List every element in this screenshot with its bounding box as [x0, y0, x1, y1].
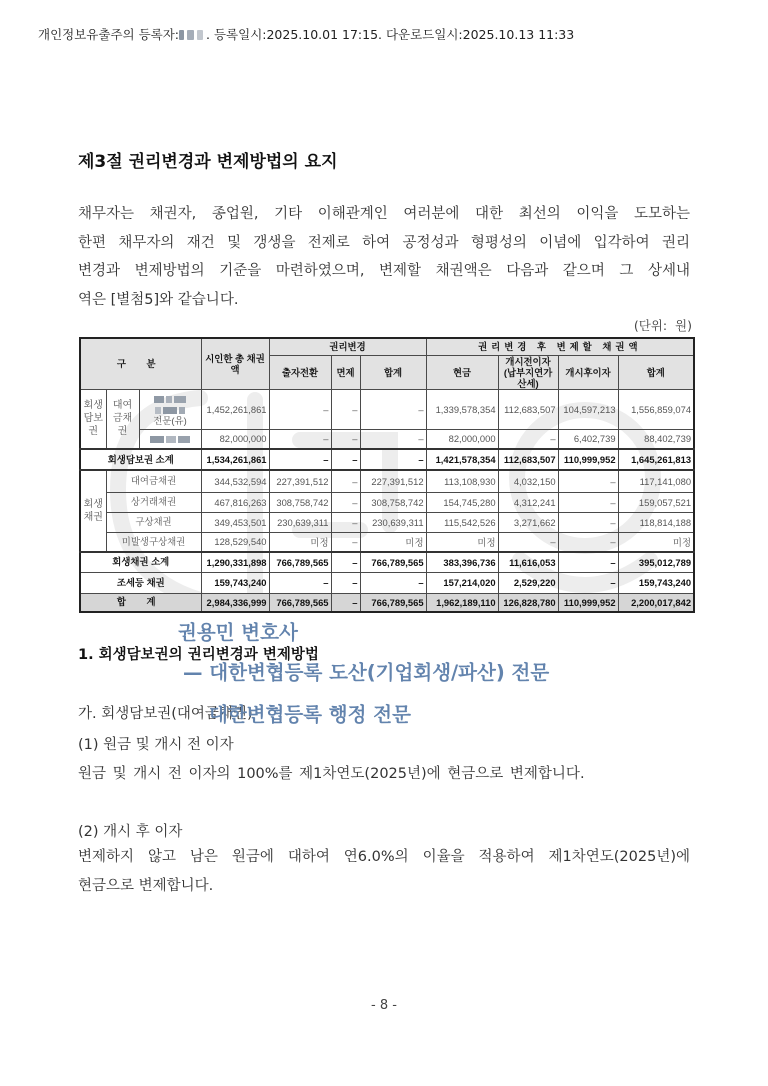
value-cell: – [360, 389, 426, 429]
redacted-creditor-name [142, 433, 199, 444]
value-cell: – [269, 389, 331, 429]
notice-prefix: 개인정보유출주의 등록자: [38, 27, 180, 42]
row-label: 상거래채권 [106, 492, 201, 512]
value-cell: – [558, 532, 618, 552]
value-cell: – [331, 492, 360, 512]
section-title: 제3절 권리변경과 변제방법의 요지 [78, 152, 338, 172]
table-row [80, 492, 694, 512]
header-pre-interest: 개시전이자 (납부지연가산세) [498, 355, 558, 389]
item-2-heading: (2) 개시 후 이자 [78, 824, 183, 840]
header-admitted-total: 시인한 총 채권액 [201, 338, 269, 389]
value-cell: 383,396,736 [426, 552, 498, 572]
header-row-1 [80, 338, 694, 355]
value-cell: 2,200,017,842 [618, 593, 694, 612]
value-cell: 미정 [269, 532, 331, 552]
value-cell: – [331, 593, 360, 612]
tax-claims-row [80, 572, 694, 593]
value-cell: – [558, 492, 618, 512]
redacted-registrant [179, 27, 206, 42]
value-cell: 1,452,261,861 [201, 389, 269, 429]
value-cell: 1,534,261,861 [201, 449, 269, 470]
intro-line: 역은 [별첨5]와 같습니다. [78, 291, 239, 308]
value-cell: 104,597,213 [558, 389, 618, 429]
intro-line: 채무자는 채권자, 종업원, 기타 이해관계인 여러분에 대한 최선의 이익을 도모하는 [78, 206, 690, 222]
value-cell: 230,639,311 [269, 512, 331, 532]
value-cell: 308,758,742 [269, 492, 331, 512]
item-2-line: 변제하지 않고 남은 원금에 대하여 연6.0%의 이율을 적용하여 제1차연도(2025년)에 [78, 849, 690, 865]
value-cell: – [269, 449, 331, 470]
value-cell: – [558, 572, 618, 593]
redacted-creditor-name [142, 404, 199, 415]
value-cell: 4,312,241 [498, 492, 558, 512]
value-cell: – [331, 389, 360, 429]
item-ga-heading: 가. 회생담보권(대여금채권) [78, 706, 253, 722]
value-cell: – [331, 449, 360, 470]
header-after-change: 권리변경 후 변제할 채권액 [426, 338, 694, 355]
header-category: 구 분 [80, 338, 201, 389]
debt-summary-table [79, 337, 695, 613]
value-cell: 1,962,189,110 [426, 593, 498, 612]
header-exemption: 면제 [331, 355, 360, 389]
secured-group-label: 회생담보권 [80, 389, 106, 449]
page-number: - 8 - [371, 998, 397, 1013]
value-cell: 118,814,188 [618, 512, 694, 532]
overlay-lawyer-name: 권용민 변호사 [178, 621, 298, 644]
header-equity-conversion: 출자전환 [269, 355, 331, 389]
value-cell: 157,214,020 [426, 572, 498, 593]
row-label: 구상채권 [106, 512, 201, 532]
overlay-specialty-1: — 대한변협등록 도산(기업회생/파산) 전문 [183, 661, 550, 684]
table-row [80, 512, 694, 532]
value-cell: 110,999,952 [558, 593, 618, 612]
table-row [80, 389, 694, 429]
overlay-specialty-2: 대한변협등록 행정 전문 [209, 703, 411, 726]
value-cell: 308,758,742 [360, 492, 426, 512]
item-1-text: 원금 및 개시 전 이자의 100%를 제1차연도(2025년)에 현금으로 변제합니다. [78, 766, 585, 782]
row-label: 미발생구상채권 [106, 532, 201, 552]
item-2-line: 현금으로 변제합니다. [78, 877, 214, 894]
header-principal-cash: 현금 [426, 355, 498, 389]
value-cell: – [360, 449, 426, 470]
value-cell: 159,743,240 [201, 572, 269, 593]
value-cell: 113,108,930 [426, 470, 498, 492]
value-cell: 82,000,000 [426, 429, 498, 449]
value-cell: 154,745,280 [426, 492, 498, 512]
value-cell: – [498, 532, 558, 552]
value-cell: 467,816,263 [201, 492, 269, 512]
value-cell: 766,789,565 [360, 593, 426, 612]
row-label: 회생담보권 소계 [80, 449, 201, 470]
value-cell: 110,999,952 [558, 449, 618, 470]
creditor-suffix: 전문(유) [153, 414, 187, 426]
value-cell: 344,532,594 [201, 470, 269, 492]
value-cell: 159,743,240 [618, 572, 694, 593]
table-row [80, 532, 694, 552]
table-row [80, 429, 694, 449]
value-cell: 미정 [360, 532, 426, 552]
value-cell: – [331, 552, 360, 572]
value-cell: – [331, 572, 360, 593]
item-2-text [78, 843, 690, 900]
value-cell: 미정 [426, 532, 498, 552]
value-cell: 82,000,000 [201, 429, 269, 449]
intro-line: 한편 채무자의 재건 및 갱생을 전제로 하여 공정성과 형평성의 이념에 입각하여 권리 [78, 234, 690, 251]
download-notice [38, 25, 574, 43]
unsecured-group-label: 회생채권 [80, 470, 106, 552]
secured-subtotal-row [80, 449, 694, 470]
value-cell: – [360, 572, 426, 593]
value-cell: 227,391,512 [360, 470, 426, 492]
value-cell: 1,421,578,354 [426, 449, 498, 470]
value-cell: 230,639,311 [360, 512, 426, 532]
value-cell: – [558, 552, 618, 572]
value-cell: 112,683,507 [498, 389, 558, 429]
creditor-cell [139, 389, 201, 429]
value-cell: 88,402,739 [618, 429, 694, 449]
value-cell: 미정 [618, 532, 694, 552]
value-cell: 115,542,526 [426, 512, 498, 532]
value-cell: – [360, 429, 426, 449]
value-cell: – [269, 429, 331, 449]
row-label: 합 계 [80, 593, 201, 612]
value-cell: 227,391,512 [269, 470, 331, 492]
item-1-heading: (1) 원금 및 개시 전 이자 [78, 737, 234, 753]
value-cell: 2,529,220 [498, 572, 558, 593]
subsection-title: 1. 회생담보권의 권리변경과 변제방법 [78, 647, 319, 663]
value-cell: 766,789,565 [360, 552, 426, 572]
value-cell: 1,339,578,354 [426, 389, 498, 429]
row-label: 회생채권 소계 [80, 552, 201, 572]
value-cell: 395,012,789 [618, 552, 694, 572]
header-repay-sum: 합계 [618, 355, 694, 389]
table-row [80, 470, 694, 492]
value-cell: – [331, 429, 360, 449]
intro-paragraph [78, 200, 690, 314]
value-cell: – [498, 429, 558, 449]
redacted-creditor-name [142, 393, 199, 404]
value-cell: 3,271,662 [498, 512, 558, 532]
value-cell: 4,032,150 [498, 470, 558, 492]
value-cell: 11,616,053 [498, 552, 558, 572]
value-cell: 117,141,080 [618, 470, 694, 492]
row-label: 대여금채권 [106, 470, 201, 492]
value-cell: 766,789,565 [269, 552, 331, 572]
notice-suffix: . 등록일시:2025.10.01 17:15. 다운로드일시:2025.10.13 11:33 [206, 27, 575, 42]
header-rights-change: 권리변경 [269, 338, 426, 355]
value-cell: – [331, 532, 360, 552]
header-change-sum: 합계 [360, 355, 426, 389]
value-cell: 126,828,780 [498, 593, 558, 612]
value-cell: 128,529,540 [201, 532, 269, 552]
value-cell: 159,057,521 [618, 492, 694, 512]
value-cell: 2,984,336,999 [201, 593, 269, 612]
grand-total-row [80, 593, 694, 612]
value-cell: – [558, 470, 618, 492]
header-post-interest: 개시후이자 [558, 355, 618, 389]
value-cell: 1,645,261,813 [618, 449, 694, 470]
value-cell: 112,683,507 [498, 449, 558, 470]
value-cell: – [269, 572, 331, 593]
value-cell: 1,556,859,074 [618, 389, 694, 429]
creditor-cell [139, 429, 201, 449]
value-cell: 6,402,739 [558, 429, 618, 449]
value-cell: – [558, 512, 618, 532]
row-label: 조세등 채권 [80, 572, 201, 593]
value-cell: – [331, 470, 360, 492]
value-cell: – [331, 512, 360, 532]
unit-label: (단위: 원) [633, 318, 692, 333]
value-cell: 1,290,331,898 [201, 552, 269, 572]
value-cell: 349,453,501 [201, 512, 269, 532]
value-cell: 766,789,565 [269, 593, 331, 612]
intro-line: 변경과 변제방법의 기준을 마련하였으며, 변제할 채권액은 다음과 같으며 그 상세내 [78, 263, 690, 279]
secured-subgroup-label: 대여금채권 [106, 389, 139, 449]
unsecured-subtotal-row [80, 552, 694, 572]
